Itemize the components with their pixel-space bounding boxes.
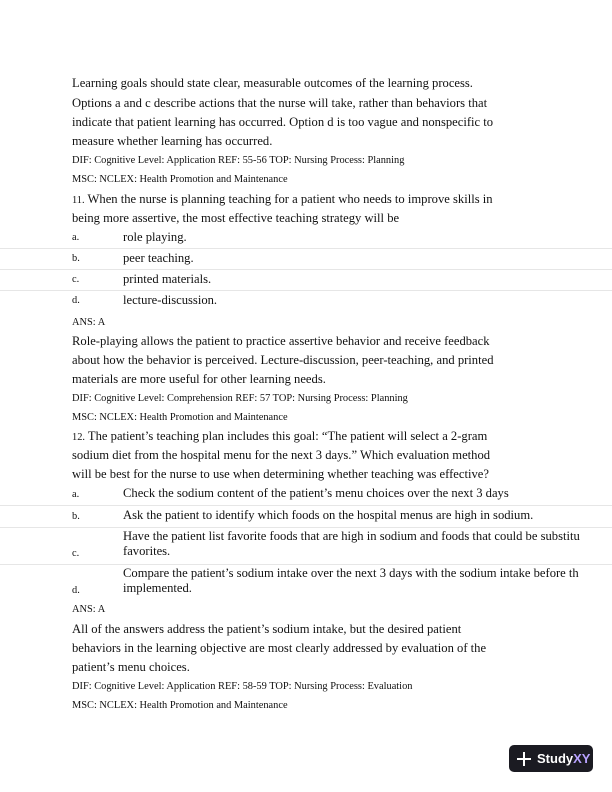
stem-text: When the nurse is planning teaching for a patient who needs to improve skills in bbox=[87, 192, 493, 206]
option-letter: d. bbox=[72, 585, 80, 596]
answer-line: ANS: A bbox=[72, 604, 106, 615]
question-number: 12. bbox=[72, 432, 85, 443]
rationale-line: behaviors in the learning objective are most clearly addressed by evaluation of the bbox=[72, 641, 487, 655]
option-text: lecture-discussion. bbox=[123, 293, 218, 307]
question-11-stem bbox=[72, 192, 493, 207]
option-row bbox=[0, 270, 612, 291]
option-text: implemented. bbox=[123, 581, 192, 595]
rationale-line: measure whether learning has occurred. bbox=[72, 134, 273, 148]
question-12-stem-line: sodium diet from the hospital menu for the next 3 days.” Which evaluation method bbox=[72, 448, 491, 462]
rationale-line: Role-playing allows the patient to practice assertive behavior and receive feedback bbox=[72, 334, 490, 348]
option-letter: a. bbox=[72, 232, 80, 243]
option-letter: a. bbox=[72, 489, 80, 500]
question-11-stem-line: being more assertive, the most effective teaching strategy will be bbox=[72, 211, 400, 225]
meta-line: DIF: Cognitive Level: Application REF: 58-59 TOP: Nursing Process: Evaluation bbox=[72, 681, 413, 692]
question-12-stem-line: will be best for the nurse to use when determining whether teaching was effective? bbox=[72, 467, 489, 481]
option-row bbox=[0, 249, 612, 270]
rationale-line: materials are more useful for other learning needs. bbox=[72, 372, 326, 386]
option-text: favorites. bbox=[123, 544, 171, 558]
option-letter: d. bbox=[72, 295, 80, 306]
option-text: printed materials. bbox=[123, 272, 212, 286]
stem-text: The patient’s teaching plan includes this goal: “The patient will select a 2-gram bbox=[87, 429, 488, 443]
meta-line: DIF: Cognitive Level: Comprehension REF: 57 TOP: Nursing Process: Planning bbox=[72, 393, 408, 404]
rationale-line: patient’s menu choices. bbox=[72, 660, 190, 674]
rationale-line: Options a and c describe actions that the nurse will take, rather than behaviors that bbox=[72, 96, 488, 110]
option-letter: c. bbox=[72, 274, 80, 285]
meta-line: MSC: NCLEX: Health Promotion and Maintenance bbox=[72, 700, 288, 711]
option-text: peer teaching. bbox=[123, 251, 194, 265]
option-row bbox=[0, 228, 612, 249]
meta-line: DIF: Cognitive Level: Application REF: 55-56 TOP: Nursing Process: Planning bbox=[72, 155, 405, 166]
answer-line: ANS: A bbox=[72, 317, 106, 328]
option-row bbox=[0, 528, 612, 565]
option-letter: b. bbox=[72, 253, 80, 264]
rationale-line: about how the behavior is perceived. Lecture-discussion, peer-teaching, and printed bbox=[72, 353, 494, 367]
option-text: Have the patient list favorite foods that are high in sodium and foods that could be substitu bbox=[123, 529, 580, 543]
plus-icon bbox=[517, 752, 531, 766]
option-text: role playing. bbox=[123, 230, 187, 244]
question-number: 11. bbox=[72, 195, 85, 206]
rationale-line: All of the answers address the patient’s sodium intake, but the desired patient bbox=[72, 622, 462, 636]
option-row bbox=[0, 484, 612, 506]
brand-main: Study bbox=[537, 751, 574, 766]
rationale-line: indicate that patient learning has occurred. Option d is too vague and nonspecific to bbox=[72, 115, 494, 129]
question-12-stem bbox=[72, 429, 487, 444]
option-text: Compare the patient’s sodium intake over the next 3 days with the sodium intake before th bbox=[123, 566, 579, 580]
option-row bbox=[0, 506, 612, 528]
studyxy-badge[interactable] bbox=[509, 745, 593, 772]
rationale-line: Learning goals should state clear, measurable outcomes of the learning process. bbox=[72, 76, 473, 90]
option-text: Ask the patient to identify which foods on the hospital menus are high in sodium. bbox=[123, 508, 534, 522]
option-letter: c. bbox=[72, 548, 80, 559]
meta-line: MSC: NCLEX: Health Promotion and Maintenance bbox=[72, 412, 288, 423]
meta-line: MSC: NCLEX: Health Promotion and Maintenance bbox=[72, 174, 288, 185]
option-row bbox=[0, 565, 612, 601]
option-row bbox=[0, 291, 612, 311]
brand-accent: XY bbox=[573, 751, 591, 766]
option-letter: b. bbox=[72, 511, 80, 522]
option-text: Check the sodium content of the patient’s menu choices over the next 3 days bbox=[123, 486, 509, 500]
